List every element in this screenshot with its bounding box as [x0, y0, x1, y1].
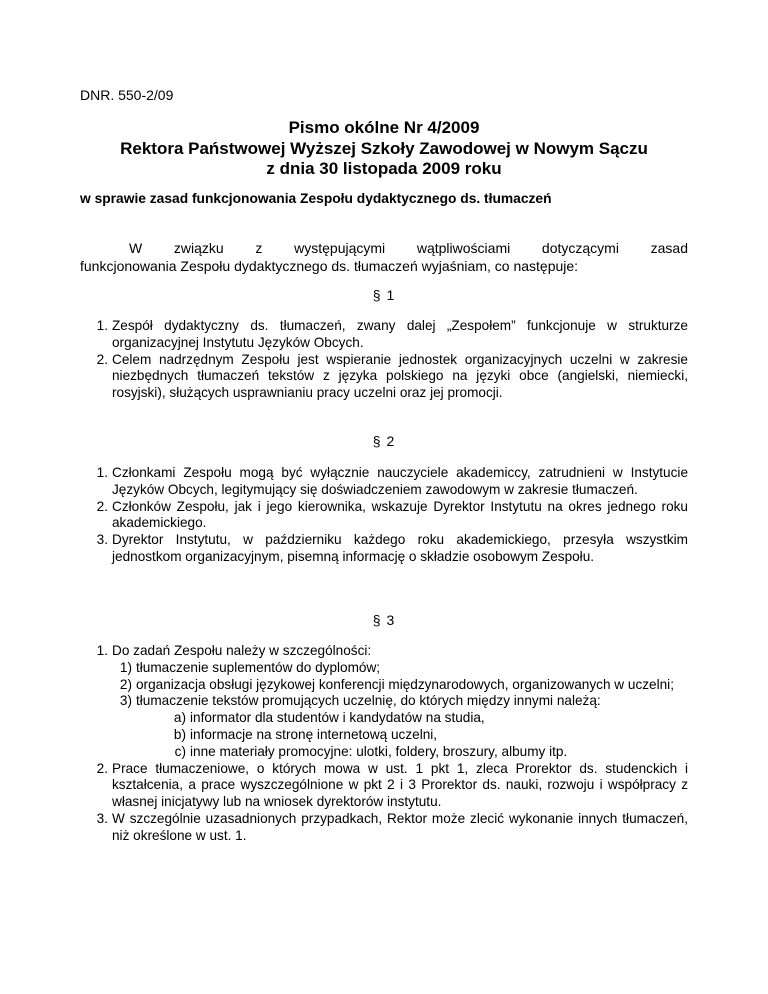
sub-sub-list-item [172, 710, 688, 727]
title-line-3: z dnia 30 listopada 2009 roku [266, 159, 502, 178]
sub-sub-list-item [172, 744, 688, 761]
sub-item-text: tłumaczenie tekstów promujących uczelnię, do których między innymi należą: [136, 693, 601, 709]
sub-item-text: organizacja obsługi językowej konferencji międzynarodowych, organizowanych w uczelni; [136, 676, 674, 692]
sub-sub-item-text: informator dla studentów i kandydatów na studia, [190, 710, 485, 726]
item-number: 3. [96, 532, 108, 548]
section-3-list [80, 643, 688, 845]
sub-sub-item-letter: a) [173, 710, 186, 726]
item-text: Dyrektor Instytutu, w październiku każdego roku akademickiego, przesyła wszystkim jednostkom organizacyjnym, pisemną informację o składzie osobowym Zespołu. [112, 532, 688, 564]
sub-item-number: 3) [119, 693, 132, 709]
title-line-2: Rektora Państwowej Wyższej Szkoły Zawodowej w Nowym Sączu [120, 138, 648, 158]
list-item [80, 532, 688, 566]
intro-paragraph [80, 239, 688, 275]
list-item [80, 643, 688, 761]
item-number: 2. [96, 351, 108, 367]
item-number: 2. [96, 760, 108, 776]
sub-sub-list-item [172, 727, 688, 744]
item-text: Członkami Zespołu mogą być wyłącznie nauczyciele akademiccy, zatrudnieni w Instytucie Języków Obcych, legitymujący się doświadczeniem zawodowym w zakresie tłumaczeń. [112, 465, 688, 497]
item-number: 1. [96, 465, 108, 480]
title-line-1: Pismo okólne Nr 4/2009 [288, 118, 480, 137]
intro-line-2: funkcjonowania Zespołu dydaktycznego ds. tłumaczeń wyjaśniam, co następuje: [80, 258, 579, 274]
sub-sub-item-text: informacje na stronę internetową uczelni, [190, 726, 438, 742]
sub-sub-item-letter: b) [173, 726, 186, 742]
section-heading-3: § 3 [372, 612, 396, 628]
document-reference: DNR. 550-2/09 [80, 87, 174, 103]
sub-list [112, 660, 688, 761]
sub-list-item [112, 677, 688, 694]
sub-item-number: 1) [119, 659, 132, 675]
item-number: 2. [96, 498, 108, 514]
list-item [80, 811, 688, 845]
item-text: Członków Zespołu, jak i jego kierownika, wskazuje Dyrektor Instytutu na okres jednego roku akademickiego. [112, 498, 688, 531]
section-2-list [80, 465, 688, 566]
item-number: 1. [96, 318, 108, 333]
sub-item-text: tłumaczenie suplementów do dyplomów; [136, 659, 381, 675]
sub-sub-list [136, 710, 688, 760]
intro-line-1: W związku z występującymi wątpliwościami dotyczącymi zasad [129, 240, 688, 256]
sub-sub-item-text: inne materiały promocyjne: ulotki, foldery, broszury, albumy itp. [190, 743, 568, 759]
sub-list-item [112, 693, 688, 760]
section-1-list [80, 318, 688, 402]
sub-list-item [112, 660, 688, 677]
item-text: Prace tłumaczeniowe, o których mowa w ust. 1 pkt 1, zleca Prorektor ds. studenckich i kształcenia, a prace wyszczególnione w pkt 2 i 3 Prorektor ds. nauki, rozwoju i współpracy z własnej inicjatywy lub na wniosek dyrektorów instytutu. [112, 760, 688, 810]
item-number: 1. [96, 643, 108, 658]
document-subject: w sprawie zasad funkcjonowania Zespołu dydaktycznego ds. tłumaczeń [80, 191, 552, 206]
item-number: 3. [96, 810, 108, 826]
sub-sub-item-letter: c) [174, 743, 186, 759]
list-item [80, 352, 688, 402]
section-heading-1: § 1 [372, 287, 396, 303]
document-title [0, 118, 768, 180]
section-heading-2: § 2 [372, 433, 396, 449]
list-item [80, 499, 688, 533]
item-text: Zespół dydaktyczny ds. tłumaczeń, zwany dalej „Zespołem” funkcjonuje w strukturze organizacyjnej Instytutu Języków Obcych. [112, 318, 688, 350]
item-text: Celem nadrzędnym Zespołu jest wspieranie jednostek organizacyjnych uczelni w zakresie niezbędnych tłumaczeń tekstów z języka polskiego na języki obce (angielski, niemiecki, rosyjski), służących usprawnianiu pracy uczelni oraz jej promocji. [112, 351, 688, 401]
item-text: W szczególnie uzasadnionych przypadkach, Rektor może zlecić wykonanie innych tłumaczeń, niż określone w ust. 1. [112, 810, 688, 843]
list-item [80, 465, 688, 499]
item-text: Do zadań Zespołu należy w szczególności: [112, 643, 372, 658]
list-item [80, 318, 688, 352]
list-item [80, 761, 688, 811]
sub-item-number: 2) [119, 676, 132, 692]
